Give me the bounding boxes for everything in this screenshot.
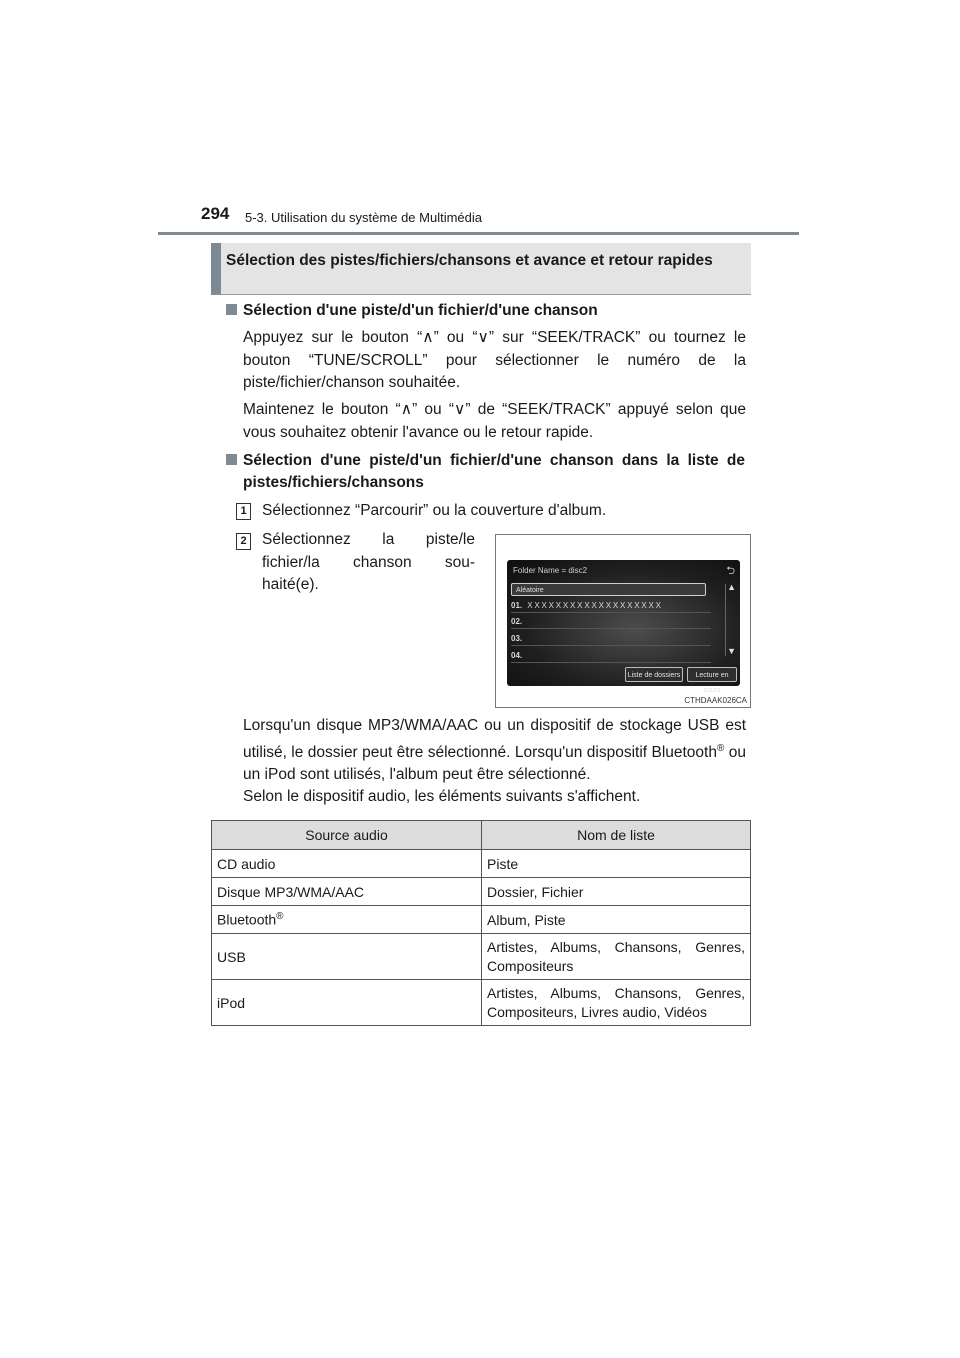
step-number-box: 1: [236, 503, 251, 520]
step-text-line: Sélectionnez la piste/le: [262, 531, 475, 548]
section-heading: Sélection des pistes/fichiers/chansons et avance et retour rapides: [211, 243, 751, 295]
sub-heading-selection: [226, 300, 745, 322]
sub-heading-list-selection: [226, 450, 745, 494]
sub-heading-text: Sélection d'une piste/d'un fichier/d'une chanson dans la liste de pistes/fichiers/chansons: [243, 452, 745, 491]
registered-mark: ®: [716, 742, 725, 754]
table-cell-source: USB: [212, 934, 482, 980]
track-row[interactable]: [511, 649, 711, 663]
step-text-line: haité(e).: [262, 576, 319, 593]
paragraph-fast-forward: Maintenez le bouton “∧” ou “∨” de “SEEK/TRACK” appuyé selon que vous souhaitez obtenir l'avance ou le retour rapide.: [243, 401, 746, 441]
page-number: 294: [201, 204, 230, 223]
registered-mark: ®: [276, 911, 284, 923]
folder-list-button[interactable]: Liste de dossiers: [625, 667, 683, 682]
paragraph-text: ou un iPod sont utilisés, l'album peut être sélectionné.: [243, 743, 746, 784]
track-number: 02.: [511, 617, 523, 626]
table-row: [212, 906, 751, 934]
table-cell-source: Disque MP3/WMA/AAC: [212, 878, 482, 906]
column-header: Source audio: [212, 821, 482, 850]
table-cell-names: Artistes, Albums, Chansons, Genres, Compositeurs: [482, 934, 751, 980]
square-bullet-icon: [226, 454, 237, 465]
table-cell-names: Album, Piste: [482, 906, 751, 934]
running-header: 5-3. Utilisation du système de Multimédia: [245, 210, 482, 225]
table-cell-source: iPod: [212, 980, 482, 1026]
now-playing-button[interactable]: Lecture en cours: [687, 667, 737, 682]
table-cell-source: CD audio: [212, 850, 482, 878]
source-text: Bluetooth: [217, 911, 277, 928]
step-text: [262, 529, 475, 597]
table-row: [212, 980, 751, 1026]
source-list-table: [211, 820, 751, 1026]
track-number: 03.: [511, 634, 523, 643]
folder-separator: =: [561, 566, 569, 575]
track-number: 01.: [511, 601, 523, 610]
table-row: [212, 934, 751, 980]
table-cell-names: Piste: [482, 850, 751, 878]
scroll-up-icon[interactable]: ▲: [727, 582, 736, 592]
table-row: [212, 878, 751, 906]
folder-label: Folder Name: [513, 566, 560, 575]
folder-value: disc2: [568, 566, 588, 575]
paragraph-folder-album: [243, 715, 746, 787]
square-bullet-icon: [226, 304, 237, 315]
step-number-box: 2: [236, 533, 251, 550]
table-cell-names: Artistes, Albums, Chansons, Genres, Compositeurs, Livres audio, Vidéos: [482, 980, 751, 1026]
paragraph-text: Lorsqu'un disque MP3/WMA/AAC ou un dispositif de stockage USB est utilisé, le dossier peut être sélectionné. Lorsqu'un dispositif Bluetooth: [243, 717, 746, 761]
media-screen: [507, 560, 740, 694]
column-header: Nom de liste: [482, 821, 751, 850]
step-text: Sélectionnez “Parcourir” ou la couverture d'album.: [262, 502, 607, 519]
table-cell-names: Dossier, Fichier: [482, 878, 751, 906]
paragraph-audio-device: Selon le dispositif audio, les éléments suivants s'affichent.: [243, 788, 641, 805]
track-number: 04.: [511, 651, 523, 660]
folder-name-label: [513, 566, 587, 575]
table-row: [212, 850, 751, 878]
step-text-line: fichier/la chanson sou-: [262, 553, 475, 571]
table-cell-source: [212, 906, 482, 934]
track-row[interactable]: [511, 599, 711, 613]
track-row[interactable]: [511, 615, 711, 629]
shuffle-button[interactable]: Aléatoire: [511, 583, 706, 596]
track-name: XXXXXXXXXXXXXXXXXXX: [527, 601, 663, 610]
screen-figure: [495, 534, 751, 708]
sub-heading-text: Sélection d'une piste/d'un fichier/d'une chanson: [243, 302, 598, 319]
table-header-row: [212, 821, 751, 850]
scroll-down-icon[interactable]: ▼: [727, 646, 736, 656]
header-rule: [158, 232, 799, 235]
paragraph-seek-track: Appuyez sur le bouton “∧” ou “∨” sur “SEEK/TRACK” ou tournez le bouton “TUNE/SCROLL” pour sélectionner le numéro de la piste/fichier/chanson souhaitée.: [243, 329, 746, 391]
figure-code: CTHDAAK026CA: [684, 696, 747, 705]
track-row[interactable]: [511, 632, 711, 646]
back-arrow-icon[interactable]: ⮌: [726, 565, 735, 577]
